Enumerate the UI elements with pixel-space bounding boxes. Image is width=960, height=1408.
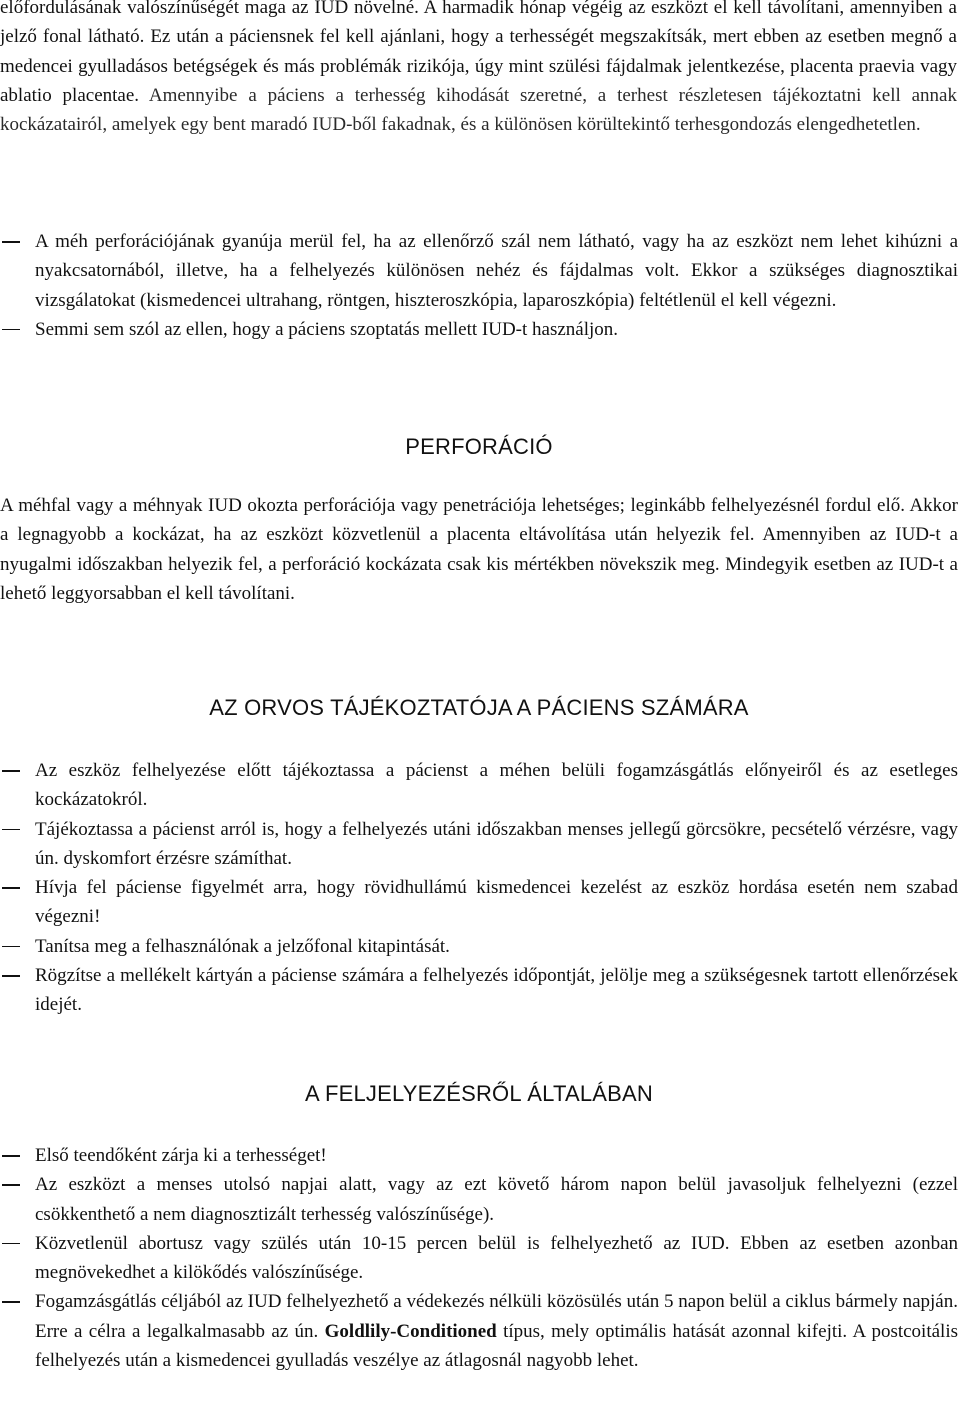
list-item: [0, 932, 958, 961]
dash-bullet: [2, 1184, 20, 1186]
list-item-text: Közvetlenül abortusz vagy szülés után 10-15 percen belül is felhelyezhető az IUD. Ebben az esetben azonban megnövekedhet a kilökődés valószínűsége.: [35, 1232, 958, 1284]
section-heading-perforacio: PERFORÁCIÓ: [405, 434, 553, 459]
dash-bullet: [2, 770, 20, 772]
list-item-text: Tájékoztassa a pácienst arról is, hogy a felhelyezés utáni időszakban menses jellegű görcsökre, pecsételő vérzésre, vagy ún. dyskomfort érzésre számíthat.: [35, 818, 958, 869]
tajekoztato-list: [0, 756, 958, 1020]
list-item-text: A méh perforációjának gyanúja merül fel, ha az ellenőrző szál nem látható, vagy ha az eszközt nem lehet kihúzni a nyakcsatornából, illetve, ha a felhelyezés különösen nehéz és fájdalmas volt. Ekkor a szükséges diagnosztikai vizsgálatokat (kismedencei ultrahang, röntgen, hiszteroszkópia, laparoszkópia) feltétlenül el kell végezni.: [35, 231, 958, 311]
list-item-text-b: típus, mely optimális hatását azonnal kifejti. A postcoitális felhelyezés után a kismedencei gyulladás veszélye az átlagosnál nagyobb lehet.: [35, 1320, 959, 1372]
list-item-text: Az eszközt a menses utolsó napjai alatt, vagy az ezt követő három napon belül javasoljuk felhelyezni (ezzel csökkenthető a nem diagnosztizált terhesség valószínűsége).: [35, 1174, 958, 1225]
perforacio-paragraph: A méhfal vagy a méhnyak IUD okozta perforációja vagy penetrációja lehetséges; leginkább felhelyezésnél fordul elő. Akkor a legnagyobb a kockázat, ha az eszközt közvetlenül a placenta eltávolítása után helyezik fel. Amennyiben az IUD-t a nyugalmi időszakban helyezik fel, a perforáció kockázata csak kis mértékben növekszik meg. Mindegyik esetben az IUD-t a lehető leggyorsabban el kell távolítani.: [0, 495, 958, 604]
dash-bullet: [2, 1155, 20, 1157]
list-item: [0, 315, 958, 344]
continuation-text-b: Amennyibe a páciens a terhesség kihodását szeretné, a terhest részletesen tájékoztatni kell annak kockázatairól, amelyek egy bent maradó IUD-ből fakadnak, és a különösen körültekintő terhesgondozás elengedhetetlen.: [0, 84, 957, 136]
list-item-text: Első teendőként zárja ki a terhességet!: [35, 1145, 327, 1166]
list-item-text: Az eszköz felhelyezése előtt tájékoztassa a pácienst a méhen belüli fogamzásgátlás előnyeiről és az esetleges kockázatokról.: [35, 760, 958, 811]
dash-bullet: [2, 241, 20, 243]
list-item: [0, 815, 958, 874]
list-item-text: [35, 1287, 958, 1375]
list-item-text: Hívja fel páciense figyelmét arra, hogy rövidhullámú kismedencei kezelést az eszköz hordása esetén nem szabad végezni!: [35, 877, 958, 928]
continuation-text: előfordulásának valószínűségét maga az IUD növelné. A harmadik hónap végéig az eszközt el kell távolítani, amennyiben a jelző fonal látható. Ez után a páciensnek fel kell ajánlani, hogy a terhességét megszakítsák, mert ebben az esetben megnő a medencei gyulladásos betégségek és más problémák rizikója, úgy mint szülési fájdalmak jelentkezése, placenta praevia vagy ablatio placentae.: [0, 0, 957, 106]
top-list: [0, 227, 958, 344]
section-heading-felhelyezes: A FELJELYEZÉSRŐL ÁLTALÁBAN: [305, 1081, 653, 1106]
list-item: [0, 227, 958, 315]
list-item-text-a: Fogamzásgátlás céljából az IUD felhelyezhető a védekezés nélküli közösülés után 5 napon belül a ciklus bármely napján. Erre a célra a legalkalmasabb az ún.: [35, 1291, 958, 1342]
list-item: [0, 1229, 958, 1288]
list-item: [0, 1287, 958, 1375]
dash-bullet: [2, 946, 20, 948]
list-item-text: Tanítsa meg a felhasználónak a jelzőfonal kitapintását.: [35, 935, 450, 957]
product-name: Goldlily-Conditioned: [324, 1320, 497, 1342]
list-item: [0, 1141, 958, 1170]
list-item-text: Rögzítse a mellékelt kártyán a páciense számára a felhelyezés időpontját, jelölje meg a szükségesnek tartott ellenőrzések idejét.: [35, 965, 958, 1016]
dash-bullet: [2, 829, 20, 831]
dash-bullet: [2, 975, 20, 977]
dash-bullet: [2, 1301, 20, 1303]
continuation-paragraph: [0, 0, 957, 139]
list-item-text: Semmi sem szól az ellen, hogy a páciens szoptatás mellett IUD-t használjon.: [35, 318, 619, 340]
dash-bullet: [2, 1243, 20, 1245]
dash-bullet: [2, 887, 20, 889]
list-item: [0, 961, 958, 1020]
dash-bullet: [2, 329, 20, 331]
list-item: [0, 1170, 958, 1229]
felhelyezes-list: [0, 1141, 958, 1375]
list-item: [0, 756, 958, 815]
section-heading-tajekoztato: AZ ORVOS TÁJÉKOZTATÓJA A PÁCIENS SZÁMÁRA: [209, 695, 749, 720]
list-item: [0, 873, 958, 932]
